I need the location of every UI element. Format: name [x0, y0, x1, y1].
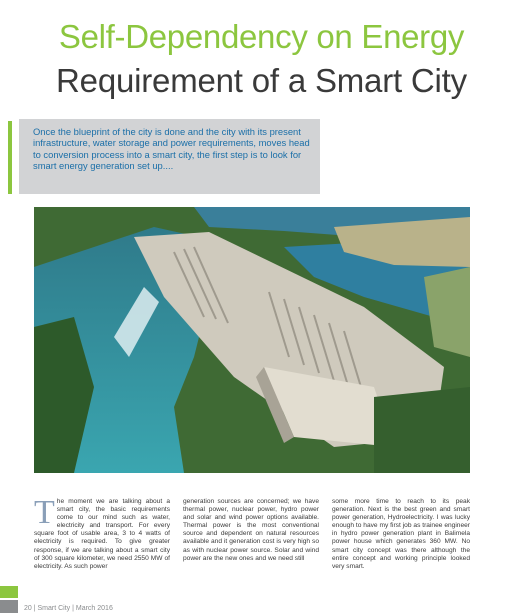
- column-3-text: some more time to reach to its peak generation. Next is the best green and smart power generation, Hydroelectricity. I was lucky enough to have my first job as trainee engineer in hydro power generation plant in Balimela power house which generates 360 MW. No smart city concept was there although the entire concept and working principle looked very smart.: [332, 498, 470, 570]
- article-column-1: [34, 494, 170, 571]
- intro-text: Once the blueprint of the city is done and the city with its present infrastructure, water storage and power requirements, moves head to conversion process into a smart city, the first step is to look for smart energy generation set up....: [33, 126, 310, 171]
- footer-gray-block: [0, 600, 18, 613]
- column-1-text: he moment we are talking about a smart city, the basic requirements come to our mind such as water, electricity and transport. For every square foot of usable area, 3 to 4 watts of electricity is required. To give greater response, if we are talking about a smart city of 300 square kilometer, we need 2550 MW of electricity. As such power: [34, 498, 170, 570]
- accent-bar: [8, 121, 12, 194]
- drop-cap: T: [34, 494, 55, 531]
- footer-text: 20 | Smart City | March 2016: [24, 605, 113, 612]
- article-column-2: [183, 498, 319, 563]
- title-line-2: Requirement of a Smart City: [56, 62, 467, 99]
- intro-box: [19, 119, 320, 194]
- column-2-text: generation sources are concerned; we have thermal power, nuclear power, hydro power and solar and wind power options available. Thermal power is the most conventional source and dependent on natural resources available and it generation cost is very high so as with nuclear power source. Solar and wind power are the new ones and we need still: [183, 498, 319, 562]
- article-column-3: [332, 498, 470, 571]
- title-line-1: Self-Dependency on Energy: [58, 18, 465, 55]
- footer-green-block: [0, 586, 18, 598]
- hydro-power-dam-photo: [34, 207, 470, 473]
